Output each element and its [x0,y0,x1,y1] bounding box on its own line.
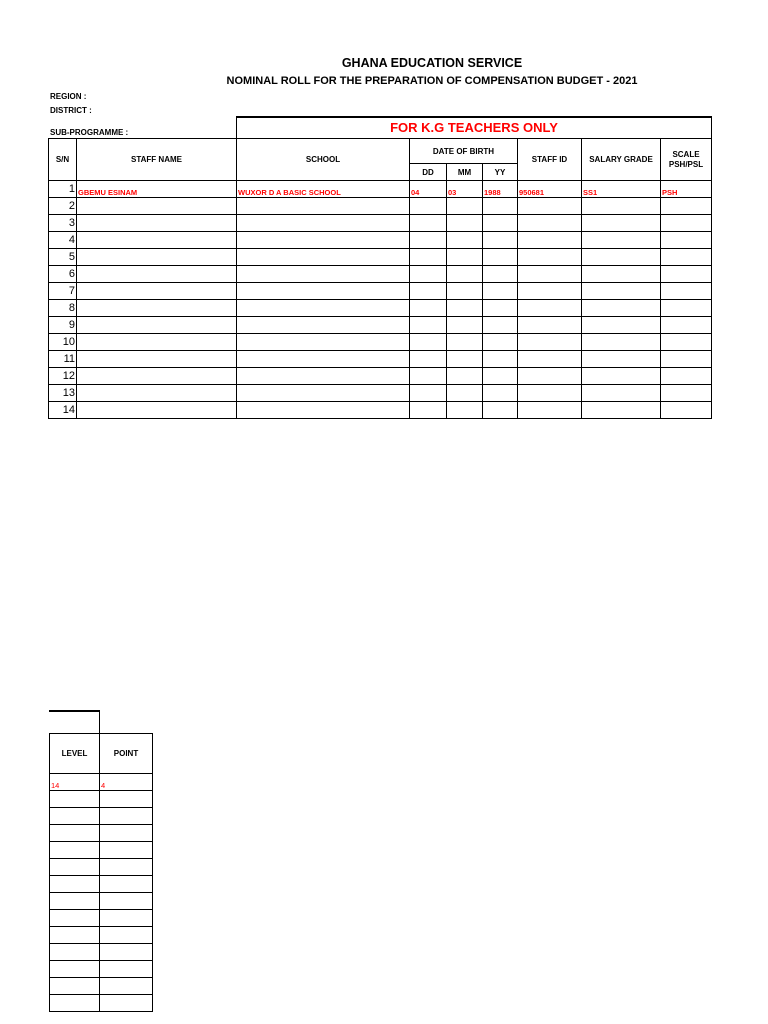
header-staff-name: STAFF NAME [77,139,237,181]
header-scale: SCALE PSH/PSL [661,139,712,181]
cell-staff-id [518,198,582,215]
cell-salary-grade [582,249,661,266]
cell-salary-grade [582,351,661,368]
cell-yy [483,198,518,215]
cell-dd [410,334,447,351]
table-row [50,944,153,961]
header-date-of-birth: DATE OF BIRTH [410,139,518,164]
cell-school [237,368,410,385]
cell-staff-id [518,300,582,317]
header-point: POINT [100,734,153,774]
cell-sn: 7 [49,283,77,300]
table-row [49,215,712,232]
cell-mm [447,334,483,351]
cell-school [237,283,410,300]
cell-point [100,825,153,842]
cell-level [50,978,100,995]
cell-staff-id [518,215,582,232]
cell-staff-id [518,334,582,351]
subprogramme-label: SUB-PROGRAMME : [50,128,129,137]
cell-salary-grade [582,368,661,385]
cell-scale [661,249,712,266]
level-table-top-border [49,710,100,733]
cell-staff-name [77,385,237,402]
cell-school [237,334,410,351]
table-row [49,402,712,419]
table-row [49,198,712,215]
cell-yy [483,266,518,283]
cell-sn: 12 [49,368,77,385]
table-row [50,774,153,791]
cell-level [50,825,100,842]
cell-dd [410,232,447,249]
cell-staff-id [518,351,582,368]
cell-yy [483,300,518,317]
cell-level [50,961,100,978]
cell-salary-grade [582,402,661,419]
table-row [50,978,153,995]
table-row [50,927,153,944]
cell-level [50,944,100,961]
cell-sn: 3 [49,215,77,232]
cell-scale [661,232,712,249]
table-row [50,910,153,927]
cell-scale [661,300,712,317]
cell-yy [483,351,518,368]
cell-staff-name [77,402,237,419]
cell-staff-name [77,300,237,317]
cell-dd [410,351,447,368]
cell-sn: 8 [49,300,77,317]
table-row [49,300,712,317]
cell-salary-grade [582,300,661,317]
cell-yy [483,249,518,266]
level-point-table [49,733,153,1012]
cell-yy: 1988 [483,181,518,198]
cell-point [100,944,153,961]
cell-staff-id [518,266,582,283]
table-row [49,181,712,198]
cell-school [237,317,410,334]
cell-sn: 10 [49,334,77,351]
cell-staff-name [77,334,237,351]
table-row [50,791,153,808]
header-level: LEVEL [50,734,100,774]
cell-salary-grade [582,198,661,215]
cell-mm [447,351,483,368]
cell-mm [447,249,483,266]
cell-level [50,808,100,825]
cell-salary-grade [582,334,661,351]
cell-yy [483,334,518,351]
header-school: SCHOOL [237,139,410,181]
cell-staff-id [518,368,582,385]
table-row [49,351,712,368]
cell-mm [447,215,483,232]
cell-school [237,402,410,419]
cell-salary-grade [582,283,661,300]
cell-salary-grade [582,215,661,232]
kg-banner: FOR K.G TEACHERS ONLY [390,120,558,135]
cell-school [237,198,410,215]
header-mm: MM [447,164,483,181]
table-row [49,317,712,334]
table-row [50,995,153,1012]
cell-school [237,232,410,249]
cell-level: 14 [50,774,100,791]
cell-school [237,351,410,368]
cell-scale [661,215,712,232]
cell-sn: 6 [49,266,77,283]
cell-staff-id [518,283,582,300]
cell-staff-name [77,283,237,300]
cell-mm [447,266,483,283]
cell-school [237,249,410,266]
table-row [50,876,153,893]
cell-salary-grade [582,385,661,402]
cell-point [100,859,153,876]
cell-staff-id [518,402,582,419]
cell-staff-id [518,232,582,249]
header-staff-id: STAFF ID [518,139,582,181]
cell-dd [410,385,447,402]
cell-mm [447,198,483,215]
cell-mm [447,232,483,249]
region-label: REGION : [50,92,87,101]
cell-level [50,927,100,944]
cell-scale [661,283,712,300]
cell-school [237,385,410,402]
cell-level [50,876,100,893]
table-row [49,283,712,300]
cell-staff-id [518,385,582,402]
cell-level [50,859,100,876]
cell-sn: 13 [49,385,77,402]
table-row [49,232,712,249]
cell-level [50,893,100,910]
cell-level [50,995,100,1012]
cell-level [50,791,100,808]
cell-dd [410,198,447,215]
cell-level [50,842,100,859]
cell-staff-id [518,317,582,334]
cell-dd [410,368,447,385]
cell-salary-grade [582,317,661,334]
cell-scale: PSH [661,181,712,198]
cell-yy [483,215,518,232]
cell-staff-name: GBEMU ESINAM [77,181,237,198]
cell-scale [661,368,712,385]
cell-yy [483,283,518,300]
cell-yy [483,402,518,419]
header-sn: S/N [49,139,77,181]
cell-mm: 03 [447,181,483,198]
cell-sn: 9 [49,317,77,334]
cell-dd [410,402,447,419]
cell-point [100,961,153,978]
cell-point [100,995,153,1012]
cell-school: WUXOR D A BASIC SCHOOL [237,181,410,198]
cell-point [100,876,153,893]
cell-salary-grade: SS1 [582,181,661,198]
table-row [50,893,153,910]
cell-dd [410,317,447,334]
cell-staff-name [77,232,237,249]
nominal-roll-table [48,138,712,419]
table-row [49,266,712,283]
cell-school [237,300,410,317]
cell-point [100,910,153,927]
cell-dd: 04 [410,181,447,198]
table-row [49,334,712,351]
document-subtitle: NOMINAL ROLL FOR THE PREPARATION OF COMPENSATION BUDGET - 2021 [226,75,638,87]
cell-staff-id [518,249,582,266]
cell-scale [661,402,712,419]
cell-sn: 2 [49,198,77,215]
cell-yy [483,368,518,385]
cell-salary-grade [582,232,661,249]
cell-mm [447,402,483,419]
cell-point [100,978,153,995]
header-dd: DD [410,164,447,181]
table-row [50,842,153,859]
cell-mm [447,317,483,334]
cell-sn: 1 [49,181,77,198]
cell-school [237,215,410,232]
cell-point [100,927,153,944]
table-row [49,385,712,402]
cell-staff-name [77,198,237,215]
cell-salary-grade [582,266,661,283]
cell-sn: 4 [49,232,77,249]
cell-mm [447,368,483,385]
cell-school [237,266,410,283]
cell-scale [661,266,712,283]
cell-scale [661,334,712,351]
cell-dd [410,266,447,283]
cell-point [100,893,153,910]
table-row [49,249,712,266]
org-title: GHANA EDUCATION SERVICE [341,56,523,70]
cell-yy [483,317,518,334]
header-yy: YY [483,164,518,181]
cell-scale [661,317,712,334]
cell-dd [410,300,447,317]
district-label: DISTRICT : [50,106,92,115]
table-row [50,825,153,842]
cell-point [100,808,153,825]
cell-mm [447,283,483,300]
cell-point [100,791,153,808]
cell-point [100,842,153,859]
cell-sn: 11 [49,351,77,368]
cell-point: 4 [100,774,153,791]
table-row [50,808,153,825]
cell-staff-name [77,266,237,283]
cell-staff-name [77,317,237,334]
cell-staff-id: 950681 [518,181,582,198]
table-row [50,859,153,876]
cell-scale [661,198,712,215]
header-salary-grade: SALARY GRADE [582,139,661,181]
cell-mm [447,385,483,402]
cell-staff-name [77,215,237,232]
table-row [50,961,153,978]
cell-yy [483,232,518,249]
cell-staff-name [77,351,237,368]
cell-level [50,910,100,927]
cell-scale [661,351,712,368]
cell-mm [447,300,483,317]
cell-sn: 5 [49,249,77,266]
cell-staff-name [77,249,237,266]
cell-scale [661,385,712,402]
cell-yy [483,385,518,402]
cell-dd [410,215,447,232]
cell-dd [410,249,447,266]
cell-staff-name [77,368,237,385]
table-row [49,368,712,385]
cell-sn: 14 [49,402,77,419]
cell-dd [410,283,447,300]
